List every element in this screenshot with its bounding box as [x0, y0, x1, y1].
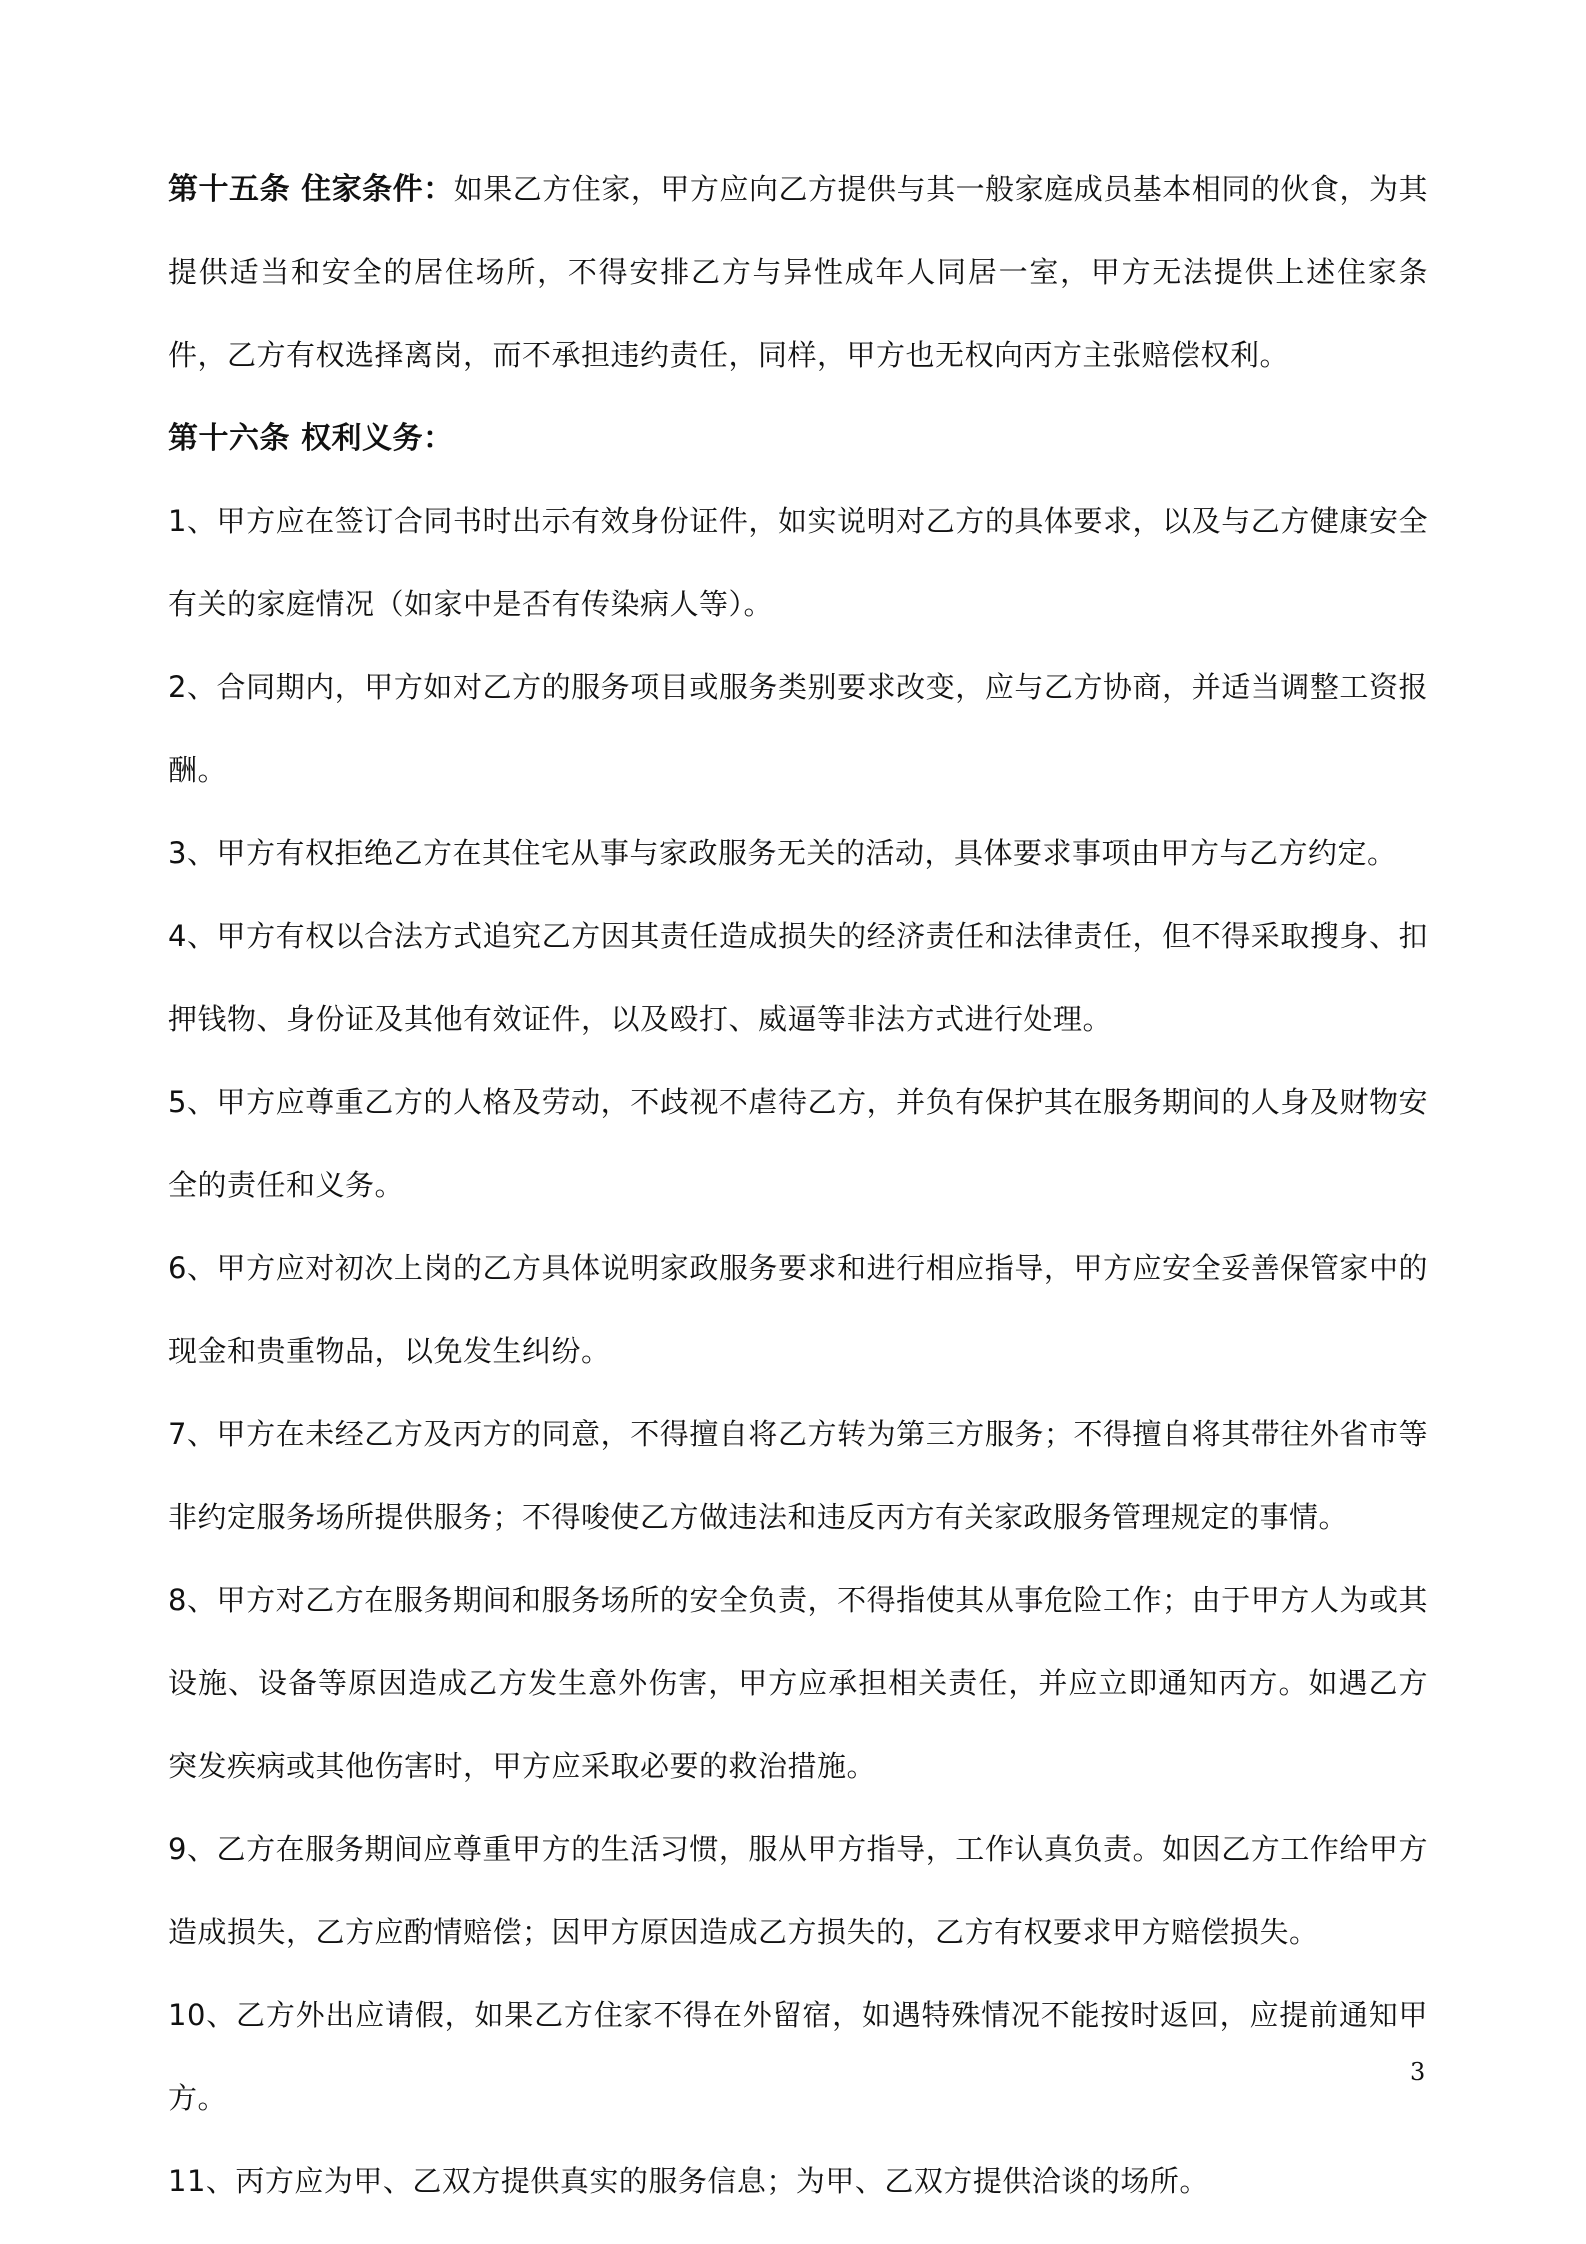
- article-15-text: 如果乙方住家，甲方应向乙方提供与其一般家庭成员基本相同的伙食，为其提供适当和安全的居住场所，不得安排乙方与异性成年人同居一室，甲方无法提供上述住家条件，乙方有权选择离岗，而不承担违约责任，同样，甲方也无权向丙方主张赔偿权利。: [168, 172, 1428, 372]
- article-16-item-5: 5、甲方应尊重乙方的人格及劳动，不歧视不虐待乙方，并负有保护其在服务期间的人身及财物安全的责任和义务。: [168, 1085, 1428, 1202]
- article-16-item-11: 11、丙方应为甲、乙双方提供真实的服务信息；为甲、乙双方提供洽谈的场所。: [168, 2164, 1209, 2198]
- document-page: [168, 148, 1428, 2223]
- article-16-item-8: 8、甲方对乙方在服务期间和服务场所的安全负责，不得指使其从事危险工作；由于甲方人为或其设施、设备等原因造成乙方发生意外伤害，甲方应承担相关责任，并应立即通知丙方。如遇乙方突发疾病或其他伤害时，甲方应采取必要的救治措施。: [168, 1583, 1428, 1783]
- article-16-item-3: 3、甲方有权拒绝乙方在其住宅从事与家政服务无关的活动，具体要求事项由甲方与乙方约定。: [168, 836, 1397, 870]
- article-16-item-6: 6、甲方应对初次上岗的乙方具体说明家政服务要求和进行相应指导，甲方应安全妥善保管家中的现金和贵重物品，以免发生纠纷。: [168, 1251, 1428, 1368]
- article-16-item-7: 7、甲方在未经乙方及丙方的同意，不得擅自将乙方转为第三方服务；不得擅自将其带往外省市等非约定服务场所提供服务；不得唆使乙方做违法和违反丙方有关家政服务管理规定的事情。: [168, 1417, 1428, 1534]
- article-16-item-1: 1、甲方应在签订合同书时出示有效身份证件，如实说明对乙方的具体要求，以及与乙方健康安全有关的家庭情况（如家中是否有传染病人等）。: [168, 504, 1428, 621]
- article-16-item-2: 2、合同期内，甲方如对乙方的服务项目或服务类别要求改变，应与乙方协商，并适当调整工资报酬。: [168, 670, 1428, 787]
- article-16-item-9: 9、乙方在服务期间应尊重甲方的生活习惯，服从甲方指导，工作认真负责。如因乙方工作给甲方造成损失，乙方应酌情赔偿；因甲方原因造成乙方损失的，乙方有权要求甲方赔偿损失。: [168, 1832, 1428, 1949]
- article-16-item-10: 10、乙方外出应请假，如果乙方住家不得在外留宿，如遇特殊情况不能按时返回，应提前通知甲方。: [168, 1998, 1428, 2115]
- article-15-heading: 第十五条 住家条件：: [168, 172, 454, 207]
- article-15-paragraph: [168, 148, 1428, 397]
- article-16-heading: 第十六条 权利义务：: [168, 421, 454, 456]
- article-16-item-4: 4、甲方有权以合法方式追究乙方因其责任造成损失的经济责任和法律责任，但不得采取搜身、扣押钱物、身份证及其他有效证件，以及殴打、威逼等非法方式进行处理。: [168, 919, 1428, 1036]
- page-number: 3: [1410, 2058, 1426, 2086]
